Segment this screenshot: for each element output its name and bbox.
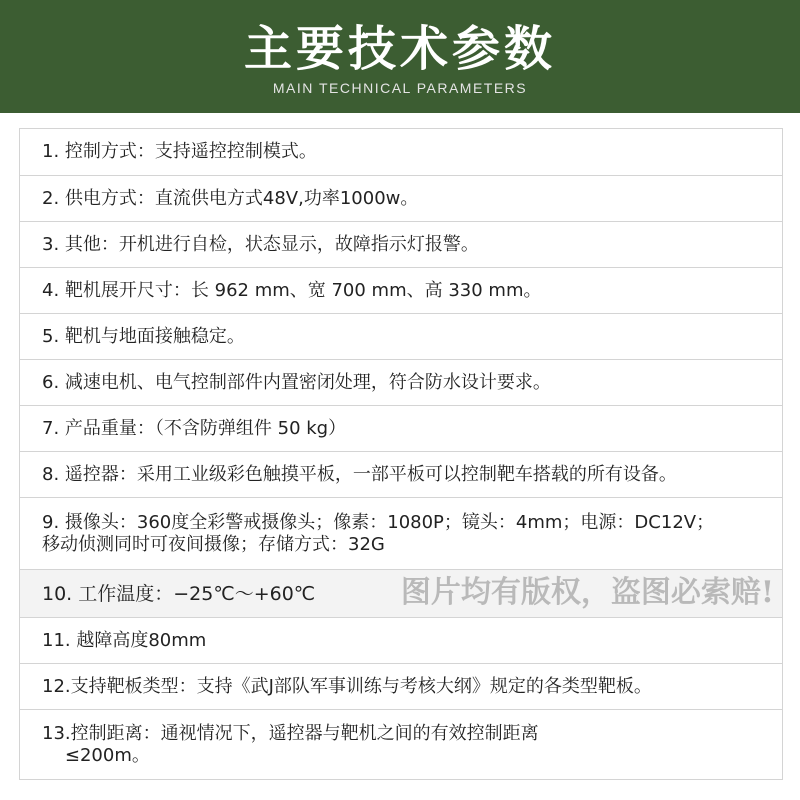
param-row-8 (20, 451, 782, 497)
copyright-watermark: 图片均有版权，盗图必索赔! (400, 575, 774, 610)
param-text: 10. 工作温度：−25℃～+60℃ (42, 582, 316, 605)
param-text: 5. 靶机与地面接触稳定。 (42, 325, 245, 347)
page-subtitle: MAIN TECHNICAL PARAMETERS (272, 80, 528, 96)
param-text: 11. 越障高度80mm (42, 629, 207, 651)
param-row-13 (20, 709, 782, 779)
param-row-11 (20, 617, 782, 663)
param-row-2 (20, 175, 782, 221)
param-text-continued: ≤200m。 (42, 744, 150, 766)
param-row-4 (20, 267, 782, 313)
param-text: 2. 供电方式：直流供电方式48V,功率1000w。 (42, 187, 419, 209)
param-text: 9. 摄像头：360度全彩警戒摄像头；像素：1080P；镜头：4mm；电源：DC12V； (42, 511, 715, 533)
param-row-3 (20, 221, 782, 267)
param-text: 13.控制距离：通视情况下，遥控器与靶机之间的有效控制距离 (42, 722, 539, 744)
param-text: 1. 控制方式：支持遥控控制模式。 (42, 141, 317, 162)
param-text: 4. 靶机展开尺寸：长 962 mm、宽 700 mm、高 330 mm。 (42, 279, 542, 301)
param-row-12 (20, 663, 782, 709)
param-row-9 (20, 497, 782, 569)
param-text: 7. 产品重量：（不含防弹组件 50 kg） (42, 417, 347, 439)
param-row-1 (20, 129, 782, 175)
page-title: 主要技术参数 (243, 21, 556, 77)
param-text-continued: 移动侦测同时可夜间摄像；存储方式：32G (42, 533, 385, 555)
param-text: 12.支持靶板类型：支持《武J部队军事训练与考核大纲》规定的各类型靶板。 (42, 675, 652, 697)
parameter-table (19, 128, 783, 780)
param-row-7 (20, 405, 782, 451)
param-text: 3. 其他：开机进行自检，状态显示，故障指示灯报警。 (42, 233, 479, 255)
param-row-5 (20, 313, 782, 359)
param-row-10 (20, 569, 782, 617)
param-row-6 (20, 359, 782, 405)
header-banner (0, 0, 800, 113)
param-text: 8. 遥控器：采用工业级彩色触摸平板，一部平板可以控制靶车搭载的所有设备。 (42, 463, 677, 485)
param-text: 6. 减速电机、电气控制部件内置密闭处理，符合防水设计要求。 (42, 371, 551, 393)
